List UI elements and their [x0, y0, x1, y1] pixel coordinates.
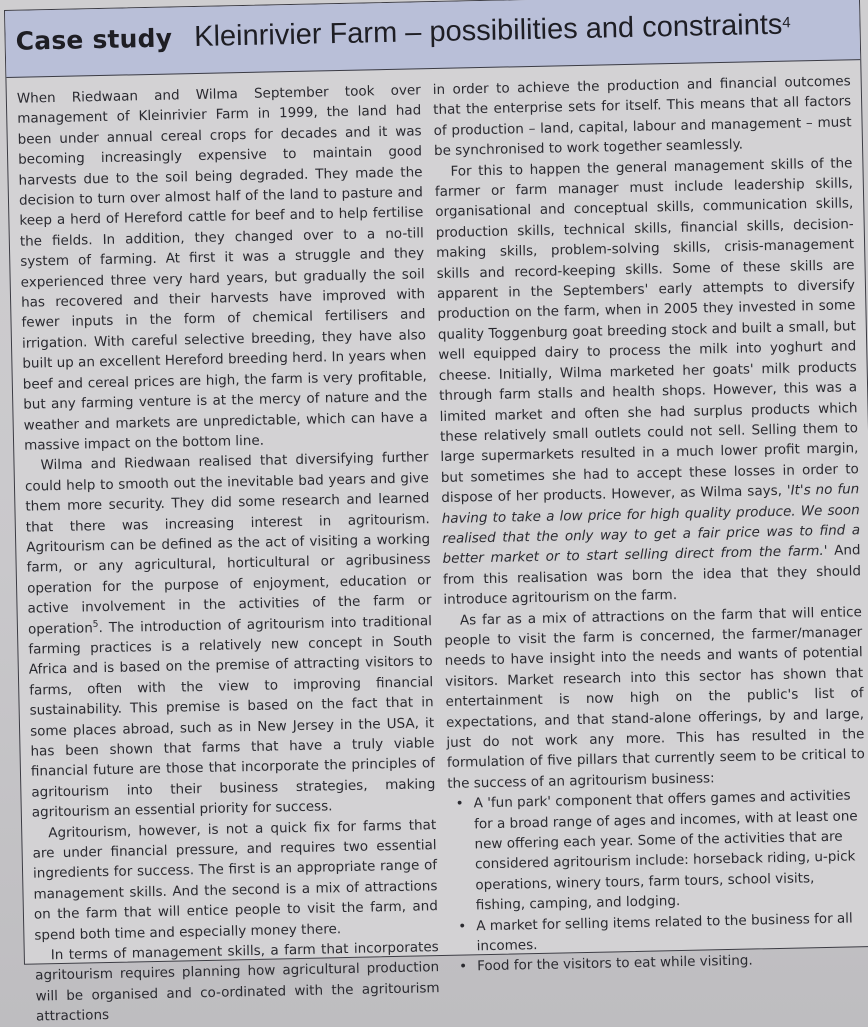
paragraph: When Riedwaan and Wilma September took over management of Kleinrivier Farm in 1999, the land had been under annual cereal crops for decades and it was becoming increasingly expensive to maintain good harvests due to the soil being degraded. They made the decision to turn over almost half of the land to pasture and keep a herd of Hereford cattle for beef and to help fertilise the fields. In addition, they changed over to a no-till system of farming. At first it was a struggle and they experienced three very hard years, but gradually the soil has recovered and their harvests have improved with fewer inputs in the form of chemical fertilisers and irrigation. With careful selective breeding, they have also built up an excellent Hereford breeding herd. In years when beef and cereal prices are high, the farm is very profitable, but any farming venture is at the mercy of nature and the weather and markets are unpredictable, which can have a massive impact on the bottom line. [16, 82, 428, 454]
paragraph: As far as a mix of attractions on the farm that will entice people to visit the farm is concerned, the farmer/manager needs to have insight into the needs and wants of potential visitors. Market research into this sector has shown that entertainment is now high on the public's list of expectations, and that stand-alone offerings, by and large, just do not work any more. This has resulted in the formulation of five pillars that currently seem to be critical to the success of an agritourism business: [444, 603, 865, 792]
bullet-icon: • [458, 958, 468, 976]
list-item: • Food for the visitors to eat while visiting. [451, 949, 868, 978]
footnote-marker: 5 [92, 619, 99, 630]
list-item: • A 'fun park' component that offers games and activities for a broad range of ages and incomes, with at least one new offering each year. Some of the activities that are considered agritourism include: horseback riding, u-pick operations, winery tours, farm tours, school visits, fishing, camping, and lodging. [455, 787, 858, 914]
wilma-quote: 'It's no fun having to take a low price for high quality produce. We soon realised that the only way to get a fair price was to find a better market or to start selling direct from the farm.' [441, 481, 861, 568]
case-study-heading [15, 9, 791, 58]
list-item: • A market for selling items related to the business for all incomes. [458, 910, 853, 955]
bullet-icon: • [455, 795, 464, 812]
case-study-box [4, 0, 868, 1025]
paragraph: For this to happen the general management skills of the farmer or farm manager must include leadership skills, organisational and conceptual skills, communication skills, production skills, technical skills, financial skills, decision-making skills, problem-solving skills, crisis-management skills and record-keeping skills. Some of these skills are apparent in the Septembers' early attempts to diversify production on the farm, when in 2005 they invested in some quality Toggenburg goat breeding stock and built a small, but well equipped dairy to process the milk into yoghurt and cheese. Initially, Wilma marketed her goats' milk products through farm stalls and health shops. However, this was a limited market and often she had surplus products which these relatively small outlets could not sell. Selling them to large supermarkets resulted in a much lower profit margin, but sometimes she had to accept these losses in order to dispose of her products. However, as Wilma says, 'It's no fun having to take a low price for high quality produce. We soon realised that the only way to get a fair price was to find a better market or to start selling direct from the farm.' And from this realisation was born the idea that they should introduce agritourism on the farm. [434, 154, 862, 609]
case-study-label: Case study [15, 23, 173, 56]
paragraph: Agritourism, however, is not a quick fix for farms that are under financial pressure, and requires two essential ingredients for success. The first is an appropriate range of management skills. And the second is a mix of attractions on the farm that will entice people to visit the farm, and spend both time and especially money there. [32, 816, 439, 944]
bullet-icon: • [458, 918, 467, 935]
paragraph: in order to achieve the production and financial outcomes that the enterprise sets for itself. This means that all factors of production – land, capital, labour and management – must be synchronised to work together seamlessly. [432, 73, 852, 160]
pillars-list [448, 785, 868, 977]
right-column [433, 71, 868, 977]
paragraph: In terms of management skills, a farm that incorporates agritourism requires planning how agricultural production will be organised and co-ordinated with the agritourism attractions [35, 939, 440, 1025]
footnote-marker: 4 [782, 14, 791, 32]
left-column [17, 80, 441, 1027]
case-study-title: Kleinrivier Farm – possibilities and constraints [193, 8, 783, 54]
case-study-header [5, 0, 860, 78]
paragraph: Wilma and Riedwaan realised that diversifying further could help to smooth out the inevitable bad years and give them more security. They did some research and learned that there was increasing interest in agritourism. Agritourism can be defined as the act of visiting a working farm, or any agricultural, horticultural or agribusiness operation for the purpose of enjoyment, education or active involvement in the activities of the farm or operation$^5$. The introduction of agritourism into traditional farming practices is a relatively new concept in South Africa and is based on the premise of attracting visitors to farms, often with the view to improving financial sustainability. This premise is based on the fact that in some places abroad, such as in New Jersey in the USA, it has been shown that farms that have a truly viable financial future are those that incorporate the principles of agritourism into their business strategies, making agritourism an essential priority for success. [24, 449, 436, 821]
